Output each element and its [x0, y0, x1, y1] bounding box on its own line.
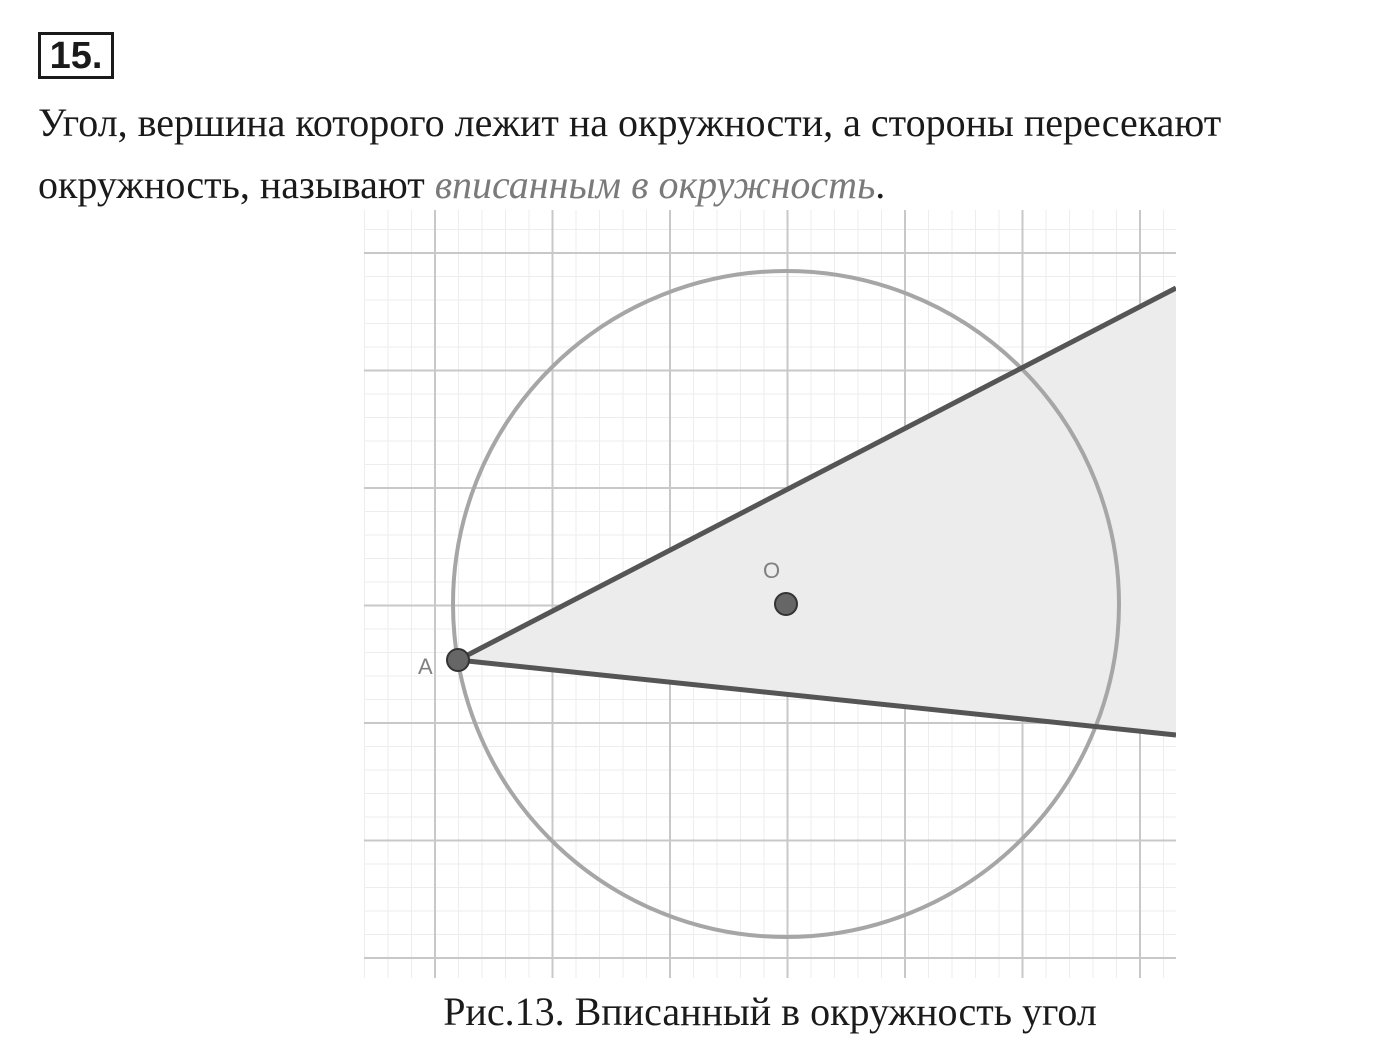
- point-a: [447, 649, 469, 671]
- problem-number: 15.: [38, 32, 114, 79]
- point-o: [775, 593, 797, 615]
- definition-paragraph: [38, 92, 1378, 216]
- definition-term: вписанным в окружность: [434, 162, 876, 207]
- label-o: O: [763, 558, 781, 583]
- definition-text: Угол, вершина которого лежит на окружности, а стороны пересекают окружность, называют: [38, 100, 1222, 207]
- inscribed-angle-figure: [364, 210, 1176, 978]
- definition-end: .: [875, 162, 886, 207]
- label-a: A: [418, 654, 433, 679]
- figure-caption: Рис.13. Вписанный в окружность угол: [443, 989, 1097, 1034]
